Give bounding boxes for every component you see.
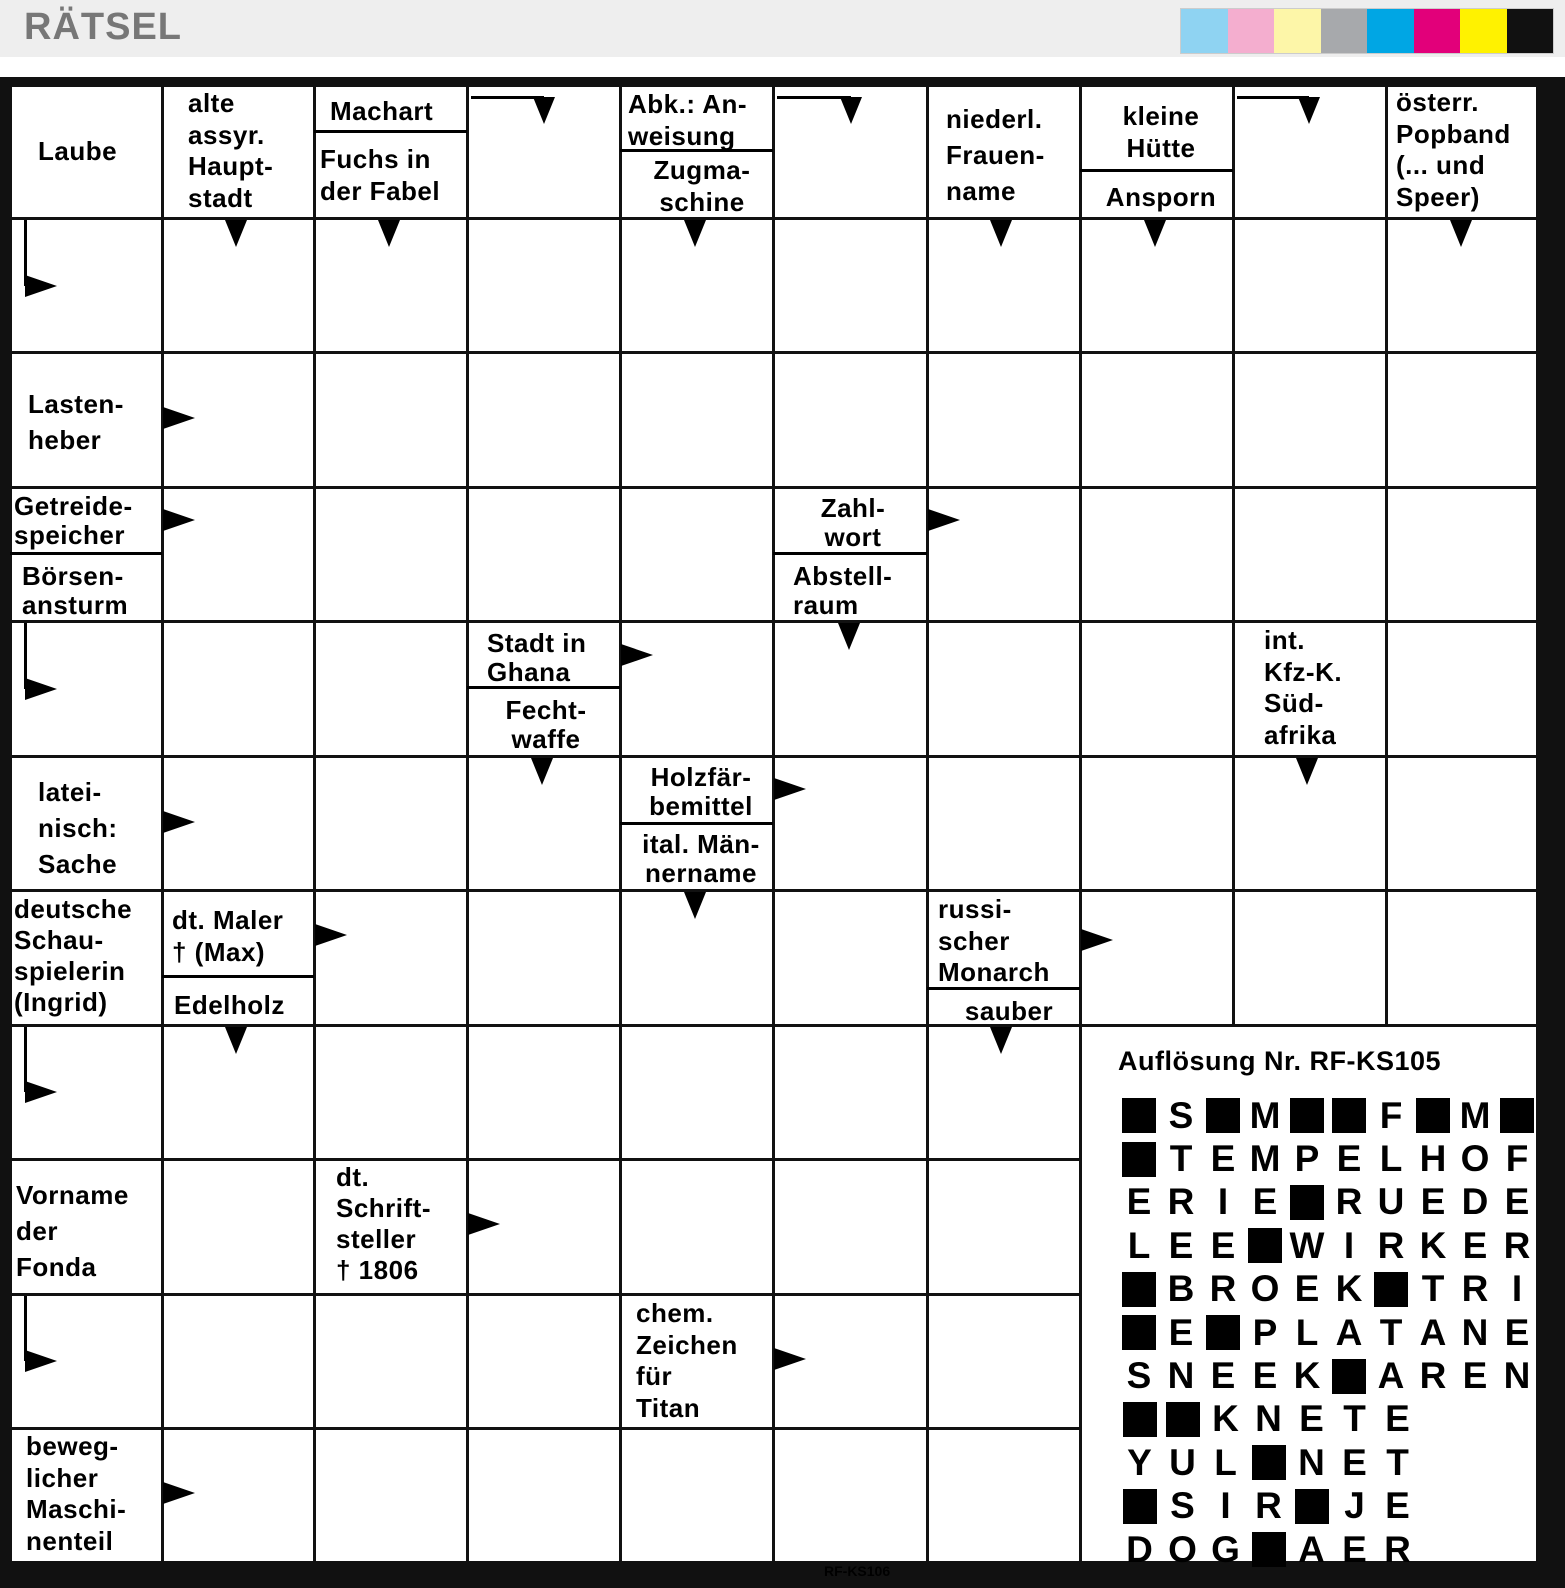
solution-letter: L bbox=[1214, 1441, 1237, 1483]
solution-letter: R bbox=[1377, 1224, 1405, 1266]
solution-letter: T bbox=[1343, 1398, 1366, 1440]
solution-letter: R bbox=[1461, 1268, 1489, 1310]
solution-block bbox=[1118, 1398, 1161, 1441]
grid-cell[interactable] bbox=[316, 758, 466, 889]
grid-cell[interactable] bbox=[929, 354, 1079, 486]
clue-divider bbox=[620, 822, 773, 825]
clue-divider bbox=[1080, 169, 1233, 172]
solution-block bbox=[1412, 1094, 1454, 1137]
clue-fonda: Vorname der Fonda bbox=[16, 1180, 129, 1282]
solution-letter: U bbox=[1169, 1441, 1196, 1483]
bent-arrow-icon bbox=[25, 275, 57, 297]
clue-laube: Laube bbox=[38, 136, 118, 166]
grid-cell[interactable] bbox=[164, 623, 313, 755]
grid-cell[interactable] bbox=[316, 892, 466, 1024]
solution-block bbox=[1328, 1354, 1370, 1397]
solution-block bbox=[1202, 1311, 1244, 1354]
solution-letter: Y bbox=[1127, 1441, 1152, 1483]
solution-letter: M bbox=[1249, 1094, 1281, 1136]
solution-letter: A bbox=[1335, 1311, 1363, 1353]
solution-block bbox=[1328, 1094, 1370, 1137]
solution-letter: N bbox=[1461, 1311, 1489, 1353]
grid-cell[interactable] bbox=[622, 489, 772, 620]
solution-letter: N bbox=[1503, 1355, 1531, 1397]
solution-letter: L bbox=[1295, 1311, 1319, 1353]
solution-letter: P bbox=[1294, 1138, 1320, 1180]
solution-letter: R bbox=[1167, 1181, 1195, 1223]
solution-row bbox=[1118, 1268, 1538, 1311]
arrow-right-icon bbox=[163, 509, 195, 531]
grid-cell[interactable] bbox=[1082, 623, 1232, 755]
solution-block bbox=[1118, 1485, 1161, 1528]
solution-block bbox=[1118, 1094, 1160, 1137]
arrow-down-icon bbox=[838, 623, 860, 650]
clue-ansporn: Ansporn bbox=[1105, 182, 1217, 212]
grid-cell[interactable] bbox=[1235, 220, 1385, 351]
grid-cell[interactable] bbox=[1082, 489, 1232, 620]
solution-block bbox=[1247, 1528, 1290, 1571]
grid-cell[interactable] bbox=[1388, 892, 1536, 1024]
solution-block bbox=[1118, 1137, 1160, 1180]
clue-divider bbox=[10, 552, 162, 555]
solution-block bbox=[1290, 1485, 1333, 1528]
grid-cell[interactable] bbox=[316, 1027, 466, 1158]
clue-machart: Machart bbox=[330, 96, 434, 126]
solution-block bbox=[1496, 1094, 1538, 1137]
clue-schauspielerin: deutsche Schau- spielerin (Ingrid) bbox=[14, 894, 133, 1017]
clue-sauber: sauber bbox=[964, 996, 1054, 1026]
solution-letter: I bbox=[1511, 1268, 1523, 1310]
solution-row bbox=[1118, 1398, 1538, 1441]
solution-letter: E bbox=[1504, 1311, 1530, 1353]
bent-arrow-icon bbox=[25, 678, 57, 700]
grid-cell[interactable] bbox=[929, 758, 1079, 889]
solution-letter: I bbox=[1343, 1224, 1355, 1266]
arrow-right-icon bbox=[774, 778, 806, 800]
grid-cell[interactable] bbox=[929, 1296, 1079, 1427]
solution-letter: E bbox=[1336, 1138, 1362, 1180]
solution-letter: E bbox=[1462, 1224, 1488, 1266]
solution-block bbox=[1247, 1441, 1290, 1484]
solution-letter: E bbox=[1126, 1181, 1152, 1223]
arrow-down-icon bbox=[990, 1027, 1012, 1054]
solution-letter: N bbox=[1298, 1441, 1325, 1483]
clue-abk: Abk.: An- weisung bbox=[628, 89, 748, 151]
solution-letter: K bbox=[1419, 1224, 1447, 1266]
clue-zugmaschine: Zugma- schine bbox=[653, 155, 751, 217]
solution-letter: L bbox=[1379, 1138, 1403, 1180]
clue-divider bbox=[773, 552, 927, 555]
arrow-right-icon bbox=[315, 924, 347, 946]
solution-letter: F bbox=[1505, 1138, 1529, 1180]
solution-letter: R bbox=[1503, 1224, 1531, 1266]
solution-letter: E bbox=[1342, 1441, 1367, 1483]
solution-letter: E bbox=[1504, 1181, 1530, 1223]
arrow-right-icon bbox=[1081, 929, 1113, 951]
solution-row bbox=[1118, 1528, 1538, 1571]
arrow-right-icon bbox=[621, 644, 653, 666]
grid-cell[interactable] bbox=[929, 623, 1079, 755]
clue-maler: dt. Maler † (Max) bbox=[172, 905, 284, 967]
clue-lastenheber: Lasten- heber bbox=[28, 389, 124, 455]
clue-sache: latei- nisch: Sache bbox=[38, 777, 118, 879]
solution-letter: D bbox=[1461, 1181, 1489, 1223]
grid-cell[interactable] bbox=[469, 354, 619, 486]
grid-cell[interactable] bbox=[1082, 354, 1232, 486]
solution-letter: R bbox=[1419, 1355, 1447, 1397]
grid-cell[interactable] bbox=[316, 489, 466, 620]
grid-cell[interactable] bbox=[775, 220, 926, 351]
solution-letter: E bbox=[1462, 1355, 1488, 1397]
grid-cell[interactable] bbox=[775, 892, 926, 1024]
clue-maennername: ital. Män- nername bbox=[642, 829, 760, 888]
hook-arrow-icon bbox=[840, 97, 862, 124]
grid-cell[interactable] bbox=[622, 1430, 772, 1561]
clue-kfz: int. Kfz-K. Süd- afrika bbox=[1264, 625, 1343, 751]
clue-abstellraum: Abstell- raum bbox=[793, 561, 893, 620]
clue-titan: chem. Zeichen für Titan bbox=[636, 1298, 738, 1424]
puzzle-code: RF-KS106 bbox=[824, 1563, 891, 1579]
grid-cell[interactable] bbox=[622, 354, 772, 486]
solution-letter: B bbox=[1167, 1268, 1195, 1310]
solution-block bbox=[1286, 1181, 1328, 1224]
grid-cell[interactable] bbox=[1082, 758, 1232, 889]
grid-cell[interactable] bbox=[775, 1161, 926, 1293]
solution-block bbox=[1118, 1311, 1160, 1354]
solution-letter: R bbox=[1335, 1181, 1363, 1223]
clue-getreidespeicher: Getreide- speicher bbox=[14, 491, 133, 550]
solution-letter: J bbox=[1344, 1485, 1365, 1527]
solution-letter: E bbox=[1252, 1355, 1278, 1397]
solution-block bbox=[1118, 1268, 1160, 1311]
grid-cell[interactable] bbox=[775, 1027, 926, 1158]
arrow-down-icon bbox=[684, 892, 706, 919]
solution-letter: E bbox=[1210, 1355, 1236, 1397]
solution-letter: S bbox=[1170, 1485, 1195, 1527]
grid-cell[interactable] bbox=[1235, 354, 1385, 486]
grid-cell[interactable] bbox=[469, 1296, 619, 1427]
grid-cell[interactable] bbox=[469, 489, 619, 620]
clue-frauenname: niederl. Frauen- name bbox=[946, 104, 1045, 206]
solution-letter: I bbox=[1220, 1485, 1231, 1527]
solution-block bbox=[1244, 1224, 1286, 1267]
solution-block bbox=[1202, 1094, 1244, 1137]
solution-letter: S bbox=[1168, 1094, 1194, 1136]
solution-row bbox=[1118, 1485, 1538, 1528]
arrow-down-icon bbox=[378, 220, 400, 247]
grid-cell[interactable] bbox=[622, 1027, 772, 1158]
solution-letter: P bbox=[1252, 1311, 1278, 1353]
grid-cell[interactable] bbox=[316, 1296, 466, 1427]
solution-letter: D bbox=[1126, 1528, 1153, 1570]
clue-maschinenteil: beweg- licher Maschi- nenteil bbox=[26, 1431, 127, 1557]
clue-edelholz: Edelholz bbox=[174, 990, 285, 1020]
arrow-right-icon bbox=[774, 1348, 806, 1370]
grid-cell[interactable] bbox=[1388, 489, 1536, 620]
bent-arrow-icon bbox=[25, 1081, 57, 1103]
solution-letter: E bbox=[1299, 1398, 1324, 1440]
solution-letter: K bbox=[1293, 1355, 1321, 1397]
clue-ghana: Stadt in Ghana bbox=[487, 628, 587, 687]
solution-letter: E bbox=[1210, 1224, 1236, 1266]
solution-row bbox=[1118, 1354, 1538, 1397]
arrow-right-icon bbox=[163, 407, 195, 429]
solution-letter: E bbox=[1210, 1138, 1236, 1180]
grid-cell[interactable] bbox=[622, 623, 772, 755]
grid-cell[interactable] bbox=[316, 1430, 466, 1561]
hook-arrow-icon bbox=[1298, 97, 1320, 124]
solution-block bbox=[1161, 1398, 1204, 1441]
solution-letter: N bbox=[1255, 1398, 1282, 1440]
grid-cell[interactable] bbox=[1235, 892, 1385, 1024]
solution-letter: R bbox=[1255, 1485, 1282, 1527]
solution-row bbox=[1118, 1441, 1538, 1484]
solution-letter: E bbox=[1385, 1485, 1410, 1527]
grid-cell[interactable] bbox=[1235, 489, 1385, 620]
solution-letter: T bbox=[1379, 1311, 1403, 1353]
grid-cell[interactable] bbox=[775, 354, 926, 486]
clue-divider bbox=[162, 975, 314, 978]
solution-letter: A bbox=[1377, 1355, 1405, 1397]
solution-letter: W bbox=[1289, 1224, 1325, 1266]
solution-block bbox=[1370, 1268, 1412, 1311]
solution-letter: E bbox=[1252, 1181, 1278, 1223]
solution-letter: G bbox=[1211, 1528, 1240, 1570]
clue-schriftsteller: dt. Schrift- steller † 1806 bbox=[336, 1162, 431, 1285]
solution-row bbox=[1118, 1224, 1538, 1267]
solution-letter: R bbox=[1384, 1528, 1411, 1570]
grid-cell[interactable] bbox=[1082, 892, 1232, 1024]
page-title: RÄTSEL bbox=[24, 6, 182, 48]
solution-letter: O bbox=[1250, 1268, 1280, 1310]
solution-letter: E bbox=[1294, 1268, 1320, 1310]
solution-letter: K bbox=[1212, 1398, 1239, 1440]
arrow-down-icon bbox=[1450, 220, 1472, 247]
grid-cell[interactable] bbox=[469, 1430, 619, 1561]
clue-zahlwort: Zahl- wort bbox=[820, 493, 886, 552]
solution-title: Auflösung Nr. RF-KS105 bbox=[1118, 1046, 1442, 1076]
solution-letter: K bbox=[1335, 1268, 1363, 1310]
solution-letter: H bbox=[1419, 1138, 1447, 1180]
grid-cell[interactable] bbox=[929, 1161, 1079, 1293]
solution-letter: O bbox=[1460, 1138, 1490, 1180]
solution-letter: F bbox=[1379, 1094, 1403, 1136]
arrow-down-icon bbox=[225, 220, 247, 247]
solution-letter: E bbox=[1168, 1311, 1194, 1353]
clue-monarch: russi- scher Monarch bbox=[938, 894, 1050, 988]
clue-fuchs: Fuchs in der Fabel bbox=[320, 144, 441, 206]
arrow-down-icon bbox=[990, 220, 1012, 247]
grid-cell[interactable] bbox=[164, 1161, 313, 1293]
solution-letter: L bbox=[1127, 1224, 1151, 1266]
solution-letter: E bbox=[1420, 1181, 1446, 1223]
solution-row bbox=[1118, 1137, 1538, 1180]
solution-letter: N bbox=[1167, 1355, 1195, 1397]
solution-row bbox=[1118, 1181, 1538, 1224]
solution-letter: E bbox=[1385, 1398, 1410, 1440]
grid-cell[interactable] bbox=[929, 1430, 1079, 1561]
grid-cell[interactable] bbox=[1388, 623, 1536, 755]
arrow-right-icon bbox=[163, 811, 195, 833]
grid-cell[interactable] bbox=[775, 1430, 926, 1561]
hook-arrow-icon bbox=[533, 97, 555, 124]
solution-letter: E bbox=[1342, 1528, 1367, 1570]
solution-letter: T bbox=[1421, 1268, 1445, 1310]
solution-block bbox=[1286, 1094, 1328, 1137]
solution-row bbox=[1118, 1311, 1538, 1354]
arrow-down-icon bbox=[531, 758, 553, 785]
arrow-right-icon bbox=[163, 1482, 195, 1504]
grid-cell[interactable] bbox=[1388, 354, 1536, 486]
clue-fechtwaffe: Fecht- waffe bbox=[505, 695, 587, 754]
solution-letter: R bbox=[1209, 1268, 1237, 1310]
grid-cell[interactable] bbox=[316, 354, 466, 486]
grid-cell[interactable] bbox=[469, 1027, 619, 1158]
bent-arrow-icon bbox=[25, 1350, 57, 1372]
grid-cell[interactable] bbox=[164, 1296, 313, 1427]
arrow-right-icon bbox=[928, 509, 960, 531]
clue-popband: österr. Popband (... und Speer) bbox=[1396, 87, 1511, 213]
solution-letter: S bbox=[1126, 1355, 1152, 1397]
arrow-down-icon bbox=[684, 220, 706, 247]
grid-cell[interactable] bbox=[316, 623, 466, 755]
arrow-right-icon bbox=[468, 1213, 500, 1235]
grid-cell[interactable] bbox=[1388, 758, 1536, 889]
solution-grid bbox=[1118, 1094, 1538, 1571]
clue-boersenansturm: Börsen- ansturm bbox=[22, 561, 129, 620]
solution-letter: M bbox=[1459, 1094, 1491, 1136]
clue-divider bbox=[314, 130, 467, 133]
arrow-down-icon bbox=[225, 1027, 247, 1054]
arrow-down-icon bbox=[1144, 220, 1166, 247]
clue-holzfaerbemittel: Holzfär- bemittel bbox=[649, 762, 753, 821]
grid-cell[interactable] bbox=[622, 1161, 772, 1293]
solution-letter: T bbox=[1169, 1138, 1193, 1180]
grid-cell[interactable] bbox=[469, 220, 619, 351]
solution-letter: T bbox=[1386, 1441, 1409, 1483]
solution-letter: M bbox=[1249, 1138, 1281, 1180]
solution-letter: A bbox=[1419, 1311, 1447, 1353]
solution-letter: A bbox=[1298, 1528, 1325, 1570]
solution-row bbox=[1118, 1094, 1538, 1137]
solution-letter: E bbox=[1168, 1224, 1194, 1266]
solution-letter: I bbox=[1217, 1181, 1229, 1223]
solution-letter: O bbox=[1168, 1528, 1197, 1570]
solution-letter: U bbox=[1377, 1181, 1405, 1223]
clue-assyr: alte assyr. Haupt- stadt bbox=[188, 88, 274, 214]
arrow-down-icon bbox=[1296, 758, 1318, 785]
clue-huette: kleine Hütte bbox=[1122, 101, 1200, 163]
grid-cell[interactable] bbox=[469, 892, 619, 1024]
